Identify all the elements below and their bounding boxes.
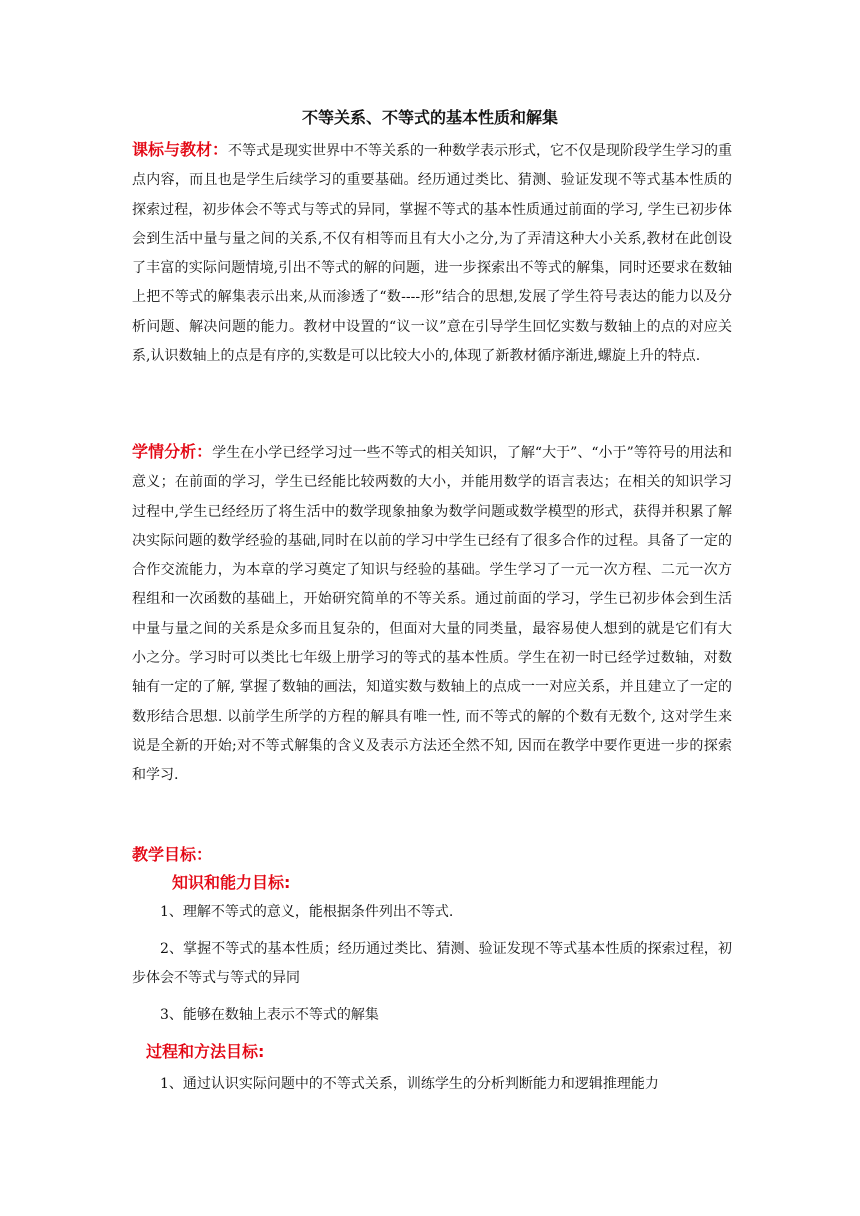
goal-item: 1、理解不等式的意义，能根据条件列出不等式. — [160, 904, 454, 920]
learner-analysis-label: 学情分析： — [132, 442, 213, 461]
document-title: 不等关系、不等式的基本性质和解集 — [301, 108, 558, 127]
goal-item: 2、掌握不等式的基本性质；经历通过类比、猜测、验证发现不等式基本性质的探索过程，初步体会不等式与等式的异同 — [132, 941, 732, 987]
goal-item: 3、能够在数轴上表示不等式的解集 — [160, 1007, 379, 1023]
learner-analysis-section — [132, 437, 732, 791]
curriculum-text: 不等式是现实世界中不等关系的一种数学表示形式，它不仅是现阶段学生学习的重点内容，而且也是学生后续学习的重要基础。经历通过类比、猜测、验证发现不等式基本性质的探索过程，初步体会不等式与等式的异同，掌握不等式的基本性质通过前面的学习, 学生已初步体会到生活中量与量之间的关系,不仅有相等而且有大小之分,为了弄清这种大小关系,教材在此创设了丰富的实际问题情境,引出不等式的解的问题，进一步探索出不等式的解集，同时还要求在数轴上把不等式的解集表示出来,从而渗透了“数----形”结合的思想,发展了学生符号表达的能力以及分析问题、解决问题的能力。教材中设置的“议一议”意在引导学生回忆实数与数轴上的点的对应关系,认识数轴上的点是有序的,实数是可以比较大小的,体现了新教材循序渐进,螺旋上升的特点. — [132, 143, 733, 365]
curriculum-label: 课标与教材： — [132, 140, 229, 159]
process-goals-heading: 过程和方法目标: — [146, 1042, 265, 1061]
learner-analysis-text: 学生在小学已经学习过一些不等式的相关知识，了解“大于”、“小于”等符号的用法和意义；在前面的学习，学生已经能比较两数的大小，并能用数学的语言表达；在相关的知识学习过程中,学生已经经历了将生活中的数学现象抽象为数学问题或数学模型的形式，获得并积累了解决实际问题的数学经验的基础,同时在以前的学习中学生已经有了很多合作的过程。具备了一定的合作交流能力，为本章的学习奠定了知识与经验的基础。学生学习了一元一次方程、二元一次方程组和一次函数的基础上，开始研究简单的不等关系。通过前面的学习，学生已初步体会到生活中量与量之间的关系是众多而且复杂的，但面对大量的同类量，最容易使人想到的就是它们有大小之分。学习时可以类比七年级上册学习的等式的基本性质。学生在初一时已经学过数轴，对数轴有一定的了解, 掌握了数轴的画法，知道实数与数轴上的点成一一对应关系，并且建立了一定的数形结合思想. 以前学生所学的方程的解具有唯一性, 而不等式的解的个数有无数个, 这对学生来说是全新的开始;对不等式解集的含义及表示方法还全然不知, 因而在教学中要作更进一步的探索和学习. — [132, 445, 732, 784]
curriculum-section — [132, 135, 732, 371]
process-goal-item: 1、通过认识实际问题中的不等式关系，训练学生的分析判断能力和逻辑推理能力 — [160, 1076, 659, 1092]
goals-heading: 教学目标： — [132, 845, 213, 864]
knowledge-goals-heading: 知识和能力目标: — [172, 873, 291, 892]
